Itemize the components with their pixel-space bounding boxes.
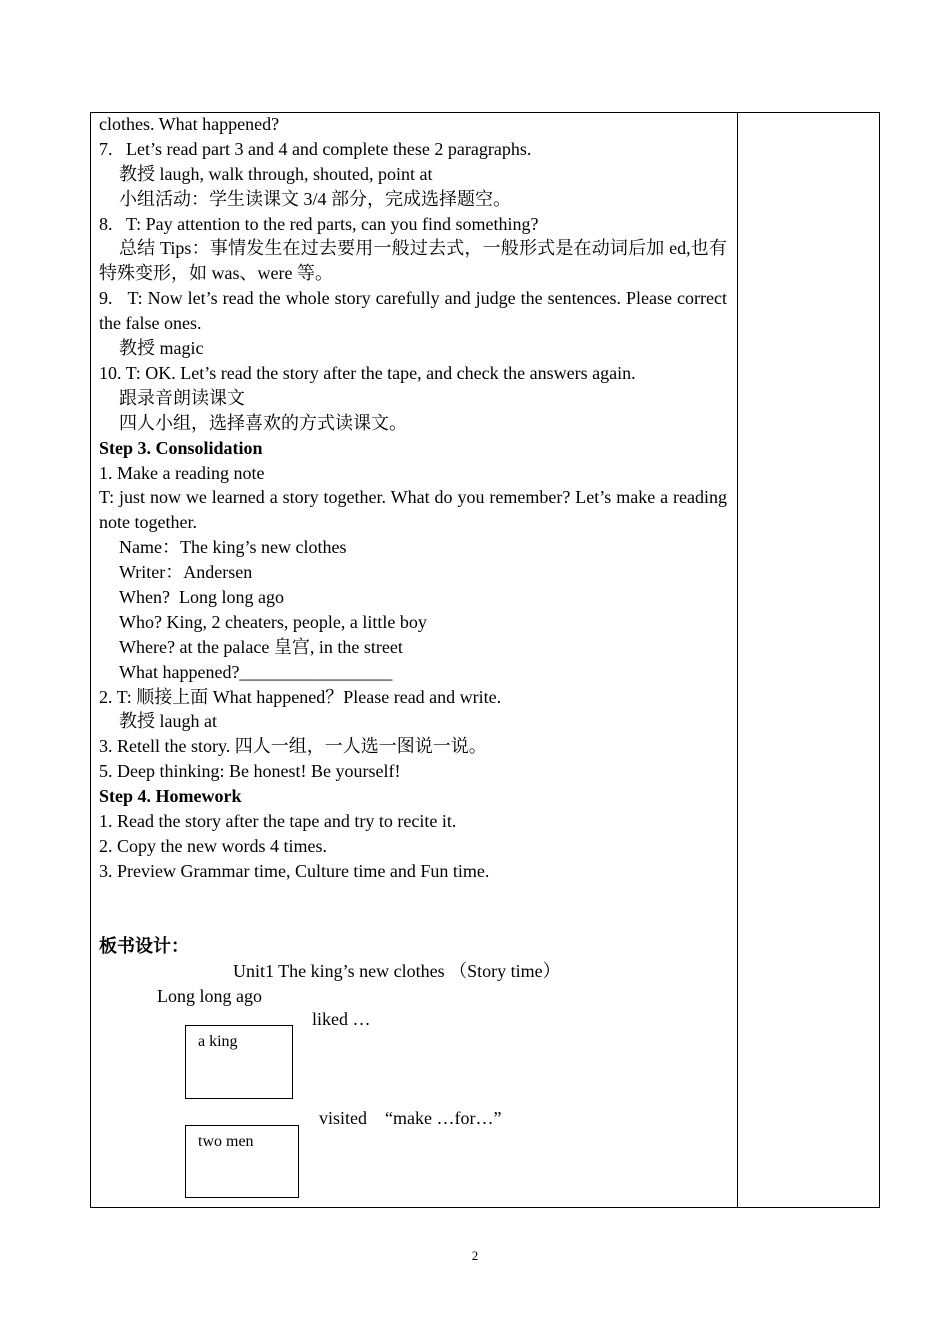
board-design-heading: 板书设计： bbox=[99, 935, 189, 956]
board-box-two-men bbox=[185, 1125, 299, 1198]
tips-paragraph: 总结 Tips：事情发生在过去要用一般过去式，一般形式是在动词后加 ed,也有特殊变形，如 was、were 等。 bbox=[99, 238, 727, 284]
page-number: 2 bbox=[471, 1248, 479, 1263]
text-line: 四人小组，选择喜欢的方式读课文。 bbox=[119, 412, 407, 433]
step-8: 8. T: Pay attention to the red parts, can you find something? bbox=[99, 213, 539, 234]
text-line: 教授 laugh, walk through, shouted, point at bbox=[119, 163, 433, 184]
reading-note-writer: Writer：Andersen bbox=[119, 562, 253, 583]
board-title: Unit1 The king’s new clothes （Story time） bbox=[233, 961, 561, 981]
reading-note-name: Name：The king’s new clothes bbox=[119, 537, 347, 558]
reading-note-what: What happened?_________________ bbox=[119, 661, 393, 682]
board-verb-liked: liked … bbox=[312, 1009, 371, 1029]
text-line: 教授 laugh at bbox=[119, 711, 217, 732]
text-line: 小组活动：学生读课文 3/4 部分，完成选择题空。 bbox=[119, 188, 511, 209]
lesson-content bbox=[99, 112, 727, 958]
text-line: 5. Deep thinking: Be honest! Be yourself! bbox=[99, 761, 401, 782]
board-box-label: two men bbox=[198, 1133, 254, 1150]
board-time: Long long ago bbox=[157, 986, 262, 1006]
spacer bbox=[99, 884, 727, 934]
text-line: 跟录音朗读课文 bbox=[119, 387, 245, 408]
reading-note-who: Who? King, 2 cheaters, people, a little boy bbox=[119, 611, 427, 632]
reading-note-where: Where? at the palace 皇宫, in the street bbox=[119, 636, 403, 657]
text-paragraph: T: just now we learned a story together. What do you remember? Let’s make a reading note together. bbox=[99, 487, 727, 533]
board-verb-visited: visited “make …for…” bbox=[319, 1108, 502, 1128]
text-line: 1. Make a reading note bbox=[99, 462, 265, 483]
homework-item: 1. Read the story after the tape and try to recite it. bbox=[99, 811, 457, 832]
board-box-king bbox=[185, 1025, 293, 1099]
step-10: 10. T: OK. Let’s read the story after the tape, and check the answers again. bbox=[99, 362, 636, 383]
text-line: 2. T: 顺接上面 What happened？Please read and write. bbox=[99, 686, 502, 707]
board-box-label: a king bbox=[198, 1033, 238, 1050]
text-line: 教授 magic bbox=[119, 338, 204, 359]
reading-note-when: When? Long long ago bbox=[119, 587, 284, 608]
homework-item: 3. Preview Grammar time, Culture time and Fun time. bbox=[99, 860, 490, 881]
table-column-divider bbox=[737, 112, 738, 1208]
section-heading-consolidation: Step 3. Consolidation bbox=[99, 437, 263, 458]
text-line: clothes. What happened? bbox=[99, 114, 280, 134]
step-9: 9. T: Now let’s read the whole story carefully and judge the sentences. Please correct the false ones. bbox=[99, 288, 727, 334]
section-heading-homework: Step 4. Homework bbox=[99, 786, 242, 807]
homework-item: 2. Copy the new words 4 times. bbox=[99, 835, 327, 856]
step-7: 7. Let’s read part 3 and 4 and complete these 2 paragraphs. bbox=[99, 138, 532, 159]
text-line: 3. Retell the story. 四人一组，一人选一图说一说。 bbox=[99, 736, 487, 757]
